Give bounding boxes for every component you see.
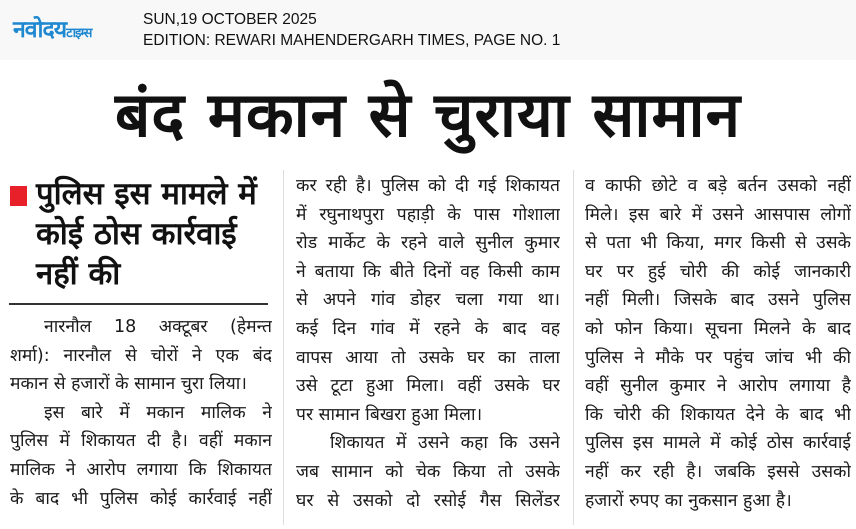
edition-page: EDITION: REWARI MAHENDERGARH TIMES, PAGE NO. 1 <box>143 32 561 49</box>
article-line: नहीं मिली। जिसके बाद उसने पुलिस <box>585 290 851 311</box>
article-line: उसे टूटा हुआ मिला। वहीं उसके घर <box>296 376 560 397</box>
article-column-1 <box>10 313 272 513</box>
article-line: हजारों रुपए का नुकसान हुआ है। <box>585 490 792 511</box>
article-line: वहीं सुनील कुमार ने आरोप लगाया है <box>585 376 851 397</box>
issue-date: SUN,19 OCTOBER 2025 <box>143 11 317 28</box>
article-line: शिकायत में उसने कहा कि उसने <box>330 433 560 454</box>
article-line: कि चोरी की शिकायत देने के बाद भी <box>585 404 851 425</box>
article-line: शर्मा): नारनौल से चोरों ने एक बंद <box>10 345 272 366</box>
article-line: घर से उसको दो रसोई गैस सिलेंडर <box>296 490 560 511</box>
column-divider <box>573 170 574 525</box>
article-line: के बाद भी पुलिस कोई कार्रवाई नहीं <box>10 488 272 509</box>
subheadline-block <box>10 174 272 294</box>
article-line: जब सामान को चेक किया तो उसके <box>296 461 560 482</box>
article-line: नहीं कर रही है। जबकि इससे उसको <box>585 461 851 482</box>
article-line: पर सामान बिखरा हुआ मिला। <box>296 404 483 425</box>
page-header <box>0 0 856 60</box>
column-divider <box>283 170 284 525</box>
divider <box>9 303 268 305</box>
article-line: वापस आया तो उसके घर का ताला <box>296 347 560 368</box>
article-line: मालिक ने आरोप लगाया कि शिकायत <box>10 459 272 480</box>
edition-info <box>143 9 560 51</box>
newspaper-logo <box>13 12 91 44</box>
article-line: से पता भी किया, मगर किसी से उसके <box>585 233 851 254</box>
article-column-3 <box>585 172 851 515</box>
article-line: व काफी छोटे व बड़े बर्तन उसको नहीं <box>585 176 851 196</box>
red-bullet-icon <box>10 186 27 206</box>
logo-main: नवोदय <box>13 17 67 43</box>
subheadline: पुलिस इस मामले में कोई ठोस कार्रवाई नहीं की <box>36 176 257 292</box>
article-line: इस बारे में मकान मालिक ने <box>44 402 272 423</box>
article-line: पुलिस में शिकायत दी है। वहीं मकान <box>10 431 272 452</box>
logo-sub: टाइम्स <box>66 26 92 41</box>
article-line: नारनौल 18 अक्टूबर (हेमन्त <box>44 317 272 337</box>
article-line: कई दिन गांव में रहने के बाद वह <box>296 318 560 339</box>
article-line: मिले। इस बारे में उसने आसपास लोगों <box>585 204 851 225</box>
article-line: को फोन किया। सूचना मिलने के बाद <box>585 318 851 339</box>
article-line: कर रही है। पुलिस को दी गई शिकायत <box>296 176 560 196</box>
article-column-2 <box>296 172 560 515</box>
article-headline: बंद मकान से चुराया सामान <box>114 78 742 151</box>
article-line: पुलिस इस मामले में कोई ठोस कार्रवाई <box>585 433 851 454</box>
article-line: में रघुनाथपुरा पहाड़ी के पास गोशाला <box>296 204 560 225</box>
article-line: मकान से हजारों के सामान चुरा लिया। <box>10 374 247 395</box>
article-line: रोड मार्केट के रहने वाले सुनील कुमार <box>296 233 560 254</box>
article-line: पुलिस ने मौके पर पहुंच जांच भी की <box>585 347 851 368</box>
article-line: से अपने गांव डोहर चला गया था। <box>296 290 560 311</box>
article-line: घर पर हुई चोरी की कोई जानकारी <box>585 261 851 282</box>
article-line: ने बताया कि बीते दिनों वह किसी काम <box>296 261 560 282</box>
